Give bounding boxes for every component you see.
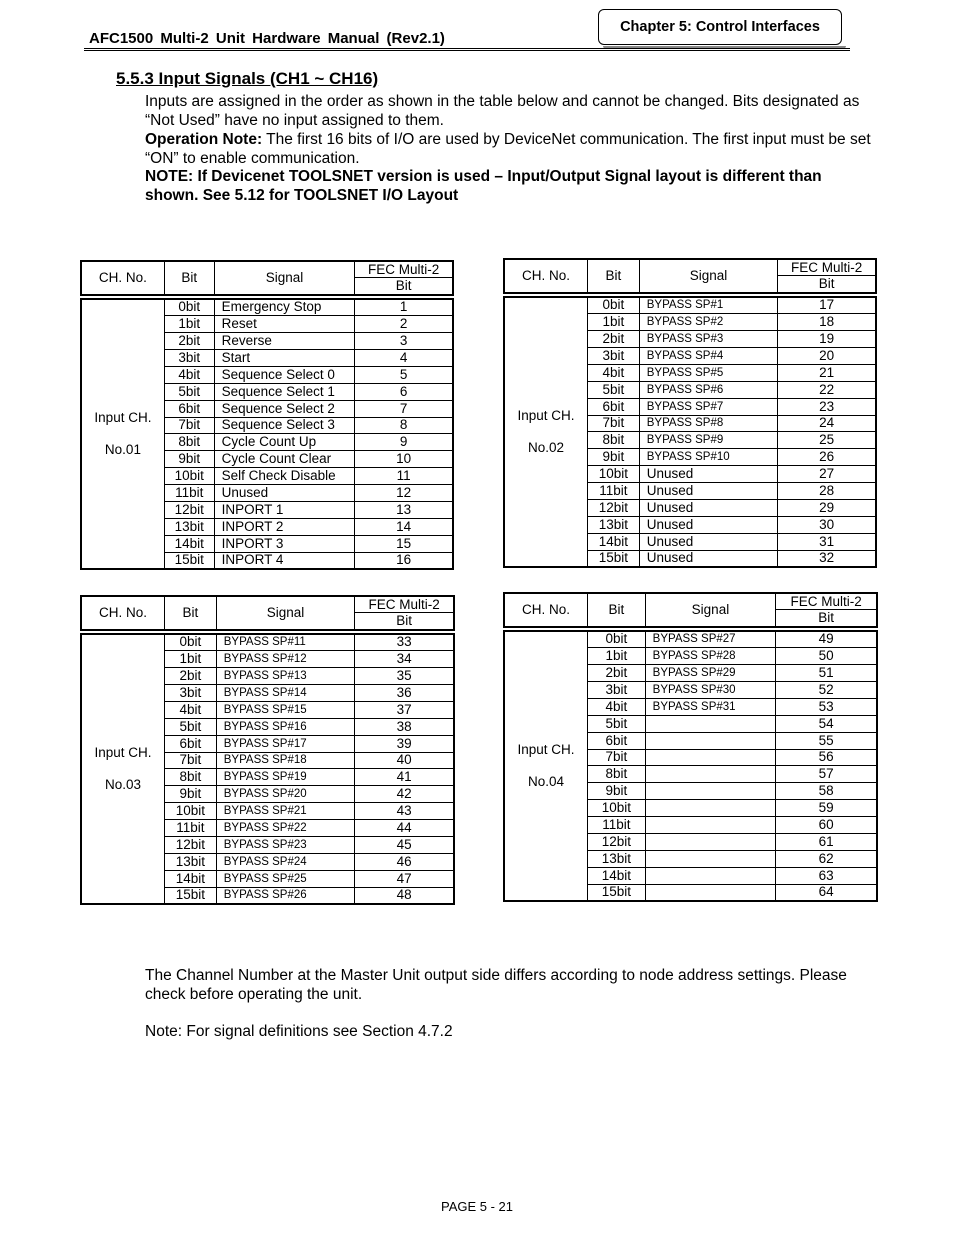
bit-cell: 5bit: [587, 381, 639, 398]
signal-cell: BYPASS SP#8: [639, 415, 777, 432]
fec-bit-cell: 43: [355, 803, 454, 820]
bit-cell: 12bit: [164, 501, 214, 518]
fec-bit-cell: 37: [355, 701, 454, 718]
bit-cell: 10bit: [587, 800, 645, 817]
signal-cell: BYPASS SP#1: [639, 297, 777, 314]
bit-cell: 11bit: [587, 483, 639, 500]
fec-bit-cell: 29: [778, 499, 876, 516]
table-row: [504, 631, 877, 648]
signal-cell: [645, 783, 776, 800]
signal-cell: [645, 766, 776, 783]
signal-cell: BYPASS SP#22: [216, 820, 354, 837]
fec-bit-cell: 8: [355, 417, 453, 434]
fec-bit-cell: 48: [355, 887, 454, 904]
fec-bit-cell: 61: [776, 833, 877, 850]
bit-cell: 6bit: [587, 732, 645, 749]
bit-cell: 1bit: [587, 314, 639, 331]
fec-bit-cell: 31: [778, 533, 876, 550]
signal-table-1: [80, 260, 454, 570]
header-ch-no: CH. No.: [504, 593, 587, 627]
page-number: PAGE 5 - 21: [440, 1199, 513, 1214]
fec-bit-cell: 11: [355, 468, 453, 485]
bit-cell: 14bit: [164, 870, 216, 887]
signal-cell: Emergency Stop: [214, 299, 355, 316]
fec-bit-cell: 32: [778, 550, 876, 567]
fec-bit-cell: 10: [355, 451, 453, 468]
fec-bit-cell: 26: [778, 449, 876, 466]
signal-cell: Cycle Count Up: [214, 434, 355, 451]
bit-cell: 4bit: [164, 701, 216, 718]
fec-bit-cell: 59: [776, 800, 877, 817]
signal-cell: BYPASS SP#26: [216, 887, 354, 904]
bit-cell: 3bit: [164, 684, 216, 701]
bit-cell: 7bit: [164, 417, 214, 434]
signal-cell: BYPASS SP#25: [216, 870, 354, 887]
signal-cell: BYPASS SP#30: [645, 681, 776, 698]
bit-cell: 10bit: [587, 466, 639, 483]
signal-cell: Unused: [214, 485, 355, 502]
signal-cell: Sequence Select 3: [214, 417, 355, 434]
header-fec: FEC Multi-2: [776, 593, 877, 610]
bit-cell: 1bit: [587, 648, 645, 665]
bit-cell: 10bit: [164, 468, 214, 485]
bit-cell: 2bit: [587, 665, 645, 682]
header-signal: Signal: [645, 593, 776, 627]
signal-cell: Unused: [639, 550, 777, 567]
bit-cell: 14bit: [587, 533, 639, 550]
signal-cell: BYPASS SP#5: [639, 364, 777, 381]
bit-cell: 8bit: [164, 769, 216, 786]
signal-cell: BYPASS SP#15: [216, 701, 354, 718]
signal-cell: BYPASS SP#3: [639, 331, 777, 348]
signal-cell: INPORT 4: [214, 552, 355, 569]
fec-bit-cell: 56: [776, 749, 877, 766]
bit-cell: 13bit: [164, 853, 216, 870]
channel-label: [81, 634, 164, 904]
header-fec-bit: Bit: [776, 610, 877, 627]
signal-cell: BYPASS SP#27: [645, 631, 776, 648]
fec-bit-cell: 51: [776, 665, 877, 682]
signal-cell: BYPASS SP#21: [216, 803, 354, 820]
fec-bit-cell: 9: [355, 434, 453, 451]
bit-cell: 12bit: [164, 836, 216, 853]
operation-note-text: The first 16 bits of I/O are used by DeviceNet communication. The first input must be set “ON” to enable communication.: [145, 131, 871, 167]
channel-label: [504, 631, 587, 901]
channel-label-line2: No.04: [527, 773, 564, 789]
signal-cell: Unused: [639, 499, 777, 516]
fec-bit-cell: 36: [355, 684, 454, 701]
header-fec: FEC Multi-2: [355, 596, 454, 613]
bit-cell: 15bit: [587, 884, 645, 901]
fec-bit-cell: 3: [355, 333, 453, 350]
signal-cell: BYPASS SP#23: [216, 836, 354, 853]
signal-cell: INPORT 1: [214, 501, 355, 518]
signal-cell: Sequence Select 2: [214, 400, 355, 417]
bit-cell: 13bit: [164, 518, 214, 535]
signal-cell: BYPASS SP#2: [639, 314, 777, 331]
manual-title: AFC1500 Multi-2 Unit Hardware Manual (Rev2.1): [89, 30, 445, 47]
header-ch-no: CH. No.: [504, 259, 587, 293]
fec-bit-cell: 23: [778, 398, 876, 415]
toolsnet-note: NOTE: If Devicenet TOOLSNET version is used – Input/Output Signal layout is different than shown. See 5.12 for TOOLSNET I/O Layout: [145, 168, 822, 204]
header-fec: FEC Multi-2: [778, 259, 876, 276]
bit-cell: 0bit: [164, 634, 216, 651]
bit-cell: 13bit: [587, 516, 639, 533]
bit-cell: 11bit: [164, 485, 214, 502]
fec-bit-cell: 6: [355, 383, 453, 400]
signal-cell: BYPASS SP#29: [645, 665, 776, 682]
signal-cell: [645, 732, 776, 749]
bit-cell: 5bit: [164, 718, 216, 735]
bit-cell: 14bit: [587, 867, 645, 884]
fec-bit-cell: 41: [355, 769, 454, 786]
signal-cell: BYPASS SP#20: [216, 786, 354, 803]
fec-bit-cell: 34: [355, 651, 454, 668]
fec-bit-cell: 21: [778, 364, 876, 381]
table-row: [504, 297, 876, 314]
channel-note: The Channel Number at the Master Unit output side differs according to node address settings. Please check before operating the unit.: [145, 967, 847, 1003]
bit-cell: 0bit: [587, 297, 639, 314]
bit-cell: 14bit: [164, 535, 214, 552]
signal-cell: BYPASS SP#13: [216, 668, 354, 685]
bit-cell: 7bit: [164, 752, 216, 769]
bit-cell: 13bit: [587, 850, 645, 867]
signal-cell: Unused: [639, 533, 777, 550]
bit-cell: 11bit: [164, 820, 216, 837]
signal-cell: BYPASS SP#14: [216, 684, 354, 701]
chapter-label: Chapter 5: Control Interfaces: [598, 9, 842, 45]
fec-bit-cell: 45: [355, 836, 454, 853]
signal-cell: Start: [214, 349, 355, 366]
fec-bit-cell: 44: [355, 820, 454, 837]
fec-bit-cell: 62: [776, 850, 877, 867]
bit-cell: 5bit: [164, 383, 214, 400]
fec-bit-cell: 17: [778, 297, 876, 314]
channel-label-line2: No.01: [104, 441, 141, 457]
bit-cell: 4bit: [587, 364, 639, 381]
header-signal: Signal: [639, 259, 777, 293]
fec-bit-cell: 63: [776, 867, 877, 884]
bit-cell: 7bit: [587, 415, 639, 432]
signal-cell: BYPASS SP#18: [216, 752, 354, 769]
bit-cell: 0bit: [164, 299, 214, 316]
header-rule: [84, 48, 850, 51]
signal-cell: Unused: [639, 466, 777, 483]
bit-cell: 3bit: [587, 681, 645, 698]
fec-bit-cell: 24: [778, 415, 876, 432]
bit-cell: 3bit: [164, 349, 214, 366]
signal-cell: [645, 800, 776, 817]
table-row: [81, 299, 453, 316]
bit-cell: 15bit: [164, 552, 214, 569]
header-bit: Bit: [164, 261, 214, 295]
bit-cell: 15bit: [164, 887, 216, 904]
signal-table-2: [503, 258, 877, 568]
bit-cell: 6bit: [164, 400, 214, 417]
signal-cell: Sequence Select 0: [214, 366, 355, 383]
bit-cell: 8bit: [164, 434, 214, 451]
signal-cell: BYPASS SP#24: [216, 853, 354, 870]
fec-bit-cell: 52: [776, 681, 877, 698]
bit-cell: 4bit: [587, 698, 645, 715]
fec-bit-cell: 42: [355, 786, 454, 803]
signal-cell: [645, 867, 776, 884]
signal-cell: BYPASS SP#7: [639, 398, 777, 415]
bit-cell: 6bit: [587, 398, 639, 415]
fec-bit-cell: 57: [776, 766, 877, 783]
fec-bit-cell: 33: [355, 634, 454, 651]
bit-cell: 12bit: [587, 499, 639, 516]
fec-bit-cell: 5: [355, 366, 453, 383]
channel-label: [81, 299, 164, 569]
fec-bit-cell: 14: [355, 518, 453, 535]
fec-bit-cell: 7: [355, 400, 453, 417]
fec-bit-cell: 19: [778, 331, 876, 348]
bit-cell: 11bit: [587, 817, 645, 834]
fec-bit-cell: 35: [355, 668, 454, 685]
bit-cell: 1bit: [164, 651, 216, 668]
signal-cell: Sequence Select 1: [214, 383, 355, 400]
fec-bit-cell: 2: [355, 316, 453, 333]
signal-cell: [645, 850, 776, 867]
signal-cell: BYPASS SP#12: [216, 651, 354, 668]
bit-cell: 3bit: [587, 347, 639, 364]
signal-table-4: [503, 592, 878, 902]
section-heading: 5.5.3 Input Signals (CH1 ~ CH16): [116, 69, 379, 88]
signal-cell: BYPASS SP#17: [216, 735, 354, 752]
signal-cell: Unused: [639, 516, 777, 533]
bit-cell: 6bit: [164, 735, 216, 752]
signal-cell: Unused: [639, 483, 777, 500]
operation-note-label: Operation Note:: [145, 131, 263, 148]
bit-cell: 0bit: [587, 631, 645, 648]
channel-label: [504, 297, 587, 567]
channel-label-line1: Input CH.: [94, 744, 152, 760]
bit-cell: 2bit: [164, 668, 216, 685]
channel-label-line1: Input CH.: [517, 407, 575, 423]
channel-label-line1: Input CH.: [517, 741, 575, 757]
fec-bit-cell: 64: [776, 884, 877, 901]
fec-bit-cell: 16: [355, 552, 453, 569]
operation-note: [145, 130, 875, 168]
fec-bit-cell: 46: [355, 853, 454, 870]
definitions-note: Note: For signal definitions see Section 4.7.2: [145, 1023, 453, 1040]
header-fec-bit: Bit: [355, 613, 454, 630]
header-fec-bit: Bit: [778, 276, 876, 293]
fec-bit-cell: 50: [776, 648, 877, 665]
signal-cell: [645, 749, 776, 766]
fec-bit-cell: 12: [355, 485, 453, 502]
bit-cell: 2bit: [164, 333, 214, 350]
fec-bit-cell: 30: [778, 516, 876, 533]
bit-cell: 5bit: [587, 715, 645, 732]
fec-bit-cell: 49: [776, 631, 877, 648]
signal-cell: BYPASS SP#16: [216, 718, 354, 735]
intro-paragraph: Inputs are assigned in the order as shown in the table below and cannot be changed. Bits designated as “Not Used” have no input assigned to them.: [145, 93, 860, 129]
signal-cell: BYPASS SP#4: [639, 347, 777, 364]
channel-label-line2: No.03: [104, 776, 141, 792]
signal-cell: Self Check Disable: [214, 468, 355, 485]
header-fec: FEC Multi-2: [355, 261, 453, 278]
signal-table-3: [80, 595, 455, 905]
channel-label-line2: No.02: [527, 439, 564, 455]
fec-bit-cell: 15: [355, 535, 453, 552]
channel-label-line1: Input CH.: [94, 409, 152, 425]
bit-cell: 7bit: [587, 749, 645, 766]
signal-cell: BYPASS SP#11: [216, 634, 354, 651]
header-signal: Signal: [214, 261, 355, 295]
fec-bit-cell: 4: [355, 349, 453, 366]
bit-cell: 10bit: [164, 803, 216, 820]
fec-bit-cell: 39: [355, 735, 454, 752]
fec-bit-cell: 27: [778, 466, 876, 483]
header-ch-no: CH. No.: [81, 596, 164, 630]
fec-bit-cell: 18: [778, 314, 876, 331]
signal-cell: INPORT 3: [214, 535, 355, 552]
table-row: [81, 634, 454, 651]
signal-cell: BYPASS SP#9: [639, 432, 777, 449]
signal-cell: BYPASS SP#31: [645, 698, 776, 715]
signal-cell: [645, 715, 776, 732]
fec-bit-cell: 1: [355, 299, 453, 316]
signal-cell: BYPASS SP#6: [639, 381, 777, 398]
bit-cell: 2bit: [587, 331, 639, 348]
fec-bit-cell: 53: [776, 698, 877, 715]
bit-cell: 9bit: [587, 449, 639, 466]
fec-bit-cell: 25: [778, 432, 876, 449]
bit-cell: 12bit: [587, 833, 645, 850]
signal-cell: Reverse: [214, 333, 355, 350]
header-fec-bit: Bit: [355, 278, 453, 295]
fec-bit-cell: 60: [776, 817, 877, 834]
signal-cell: BYPASS SP#10: [639, 449, 777, 466]
bit-cell: 15bit: [587, 550, 639, 567]
fec-bit-cell: 54: [776, 715, 877, 732]
header-ch-no: CH. No.: [81, 261, 164, 295]
signal-cell: BYPASS SP#19: [216, 769, 354, 786]
bit-cell: 8bit: [587, 766, 645, 783]
bit-cell: 9bit: [164, 786, 216, 803]
fec-bit-cell: 20: [778, 347, 876, 364]
bit-cell: 9bit: [164, 451, 214, 468]
signal-cell: [645, 884, 776, 901]
bit-cell: 1bit: [164, 316, 214, 333]
fec-bit-cell: 55: [776, 732, 877, 749]
fec-bit-cell: 47: [355, 870, 454, 887]
fec-bit-cell: 28: [778, 483, 876, 500]
bit-cell: 8bit: [587, 432, 639, 449]
fec-bit-cell: 22: [778, 381, 876, 398]
header-bit: Bit: [164, 596, 216, 630]
fec-bit-cell: 58: [776, 783, 877, 800]
header-signal: Signal: [216, 596, 354, 630]
fec-bit-cell: 13: [355, 501, 453, 518]
signal-cell: [645, 833, 776, 850]
signal-cell: BYPASS SP#28: [645, 648, 776, 665]
bit-cell: 4bit: [164, 366, 214, 383]
signal-cell: Cycle Count Clear: [214, 451, 355, 468]
signal-cell: INPORT 2: [214, 518, 355, 535]
fec-bit-cell: 38: [355, 718, 454, 735]
header-bit: Bit: [587, 593, 645, 627]
signal-cell: [645, 817, 776, 834]
bit-cell: 9bit: [587, 783, 645, 800]
fec-bit-cell: 40: [355, 752, 454, 769]
header-bit: Bit: [587, 259, 639, 293]
signal-cell: Reset: [214, 316, 355, 333]
